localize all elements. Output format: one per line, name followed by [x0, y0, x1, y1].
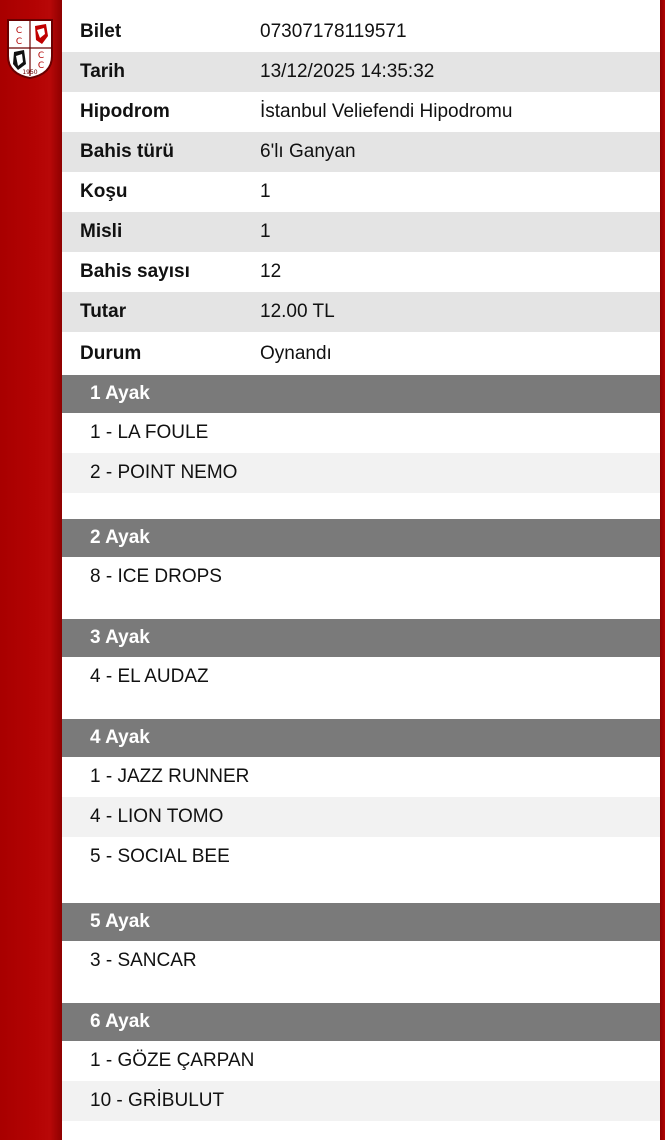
ticket-row-value: 12.00 TL [260, 301, 335, 322]
ticket-row-kosu [62, 172, 660, 212]
horse-selection: 4 - LION TOMO [62, 797, 660, 837]
ticket-row-label: Tarih [80, 61, 126, 82]
ticket-info-table [62, 0, 660, 375]
ticket-detail-panel [62, 0, 660, 1140]
ticket-row-value: 1 [260, 221, 271, 242]
ticket-row-durum [62, 332, 660, 375]
ticket-row-bilet [62, 0, 660, 52]
horse-selection: 1 - GÖZE ÇARPAN [90, 1050, 255, 1071]
ticket-row-label: Bahis türü [80, 141, 174, 162]
ticket-row-bahis-turu [62, 132, 660, 172]
horse-selection: 1 - JAZZ RUNNER [90, 766, 250, 787]
ticket-row-label: Koşu [80, 181, 128, 202]
horse-selection: 8 - ICE DROPS [90, 566, 222, 587]
ticket-row-label: Bilet [80, 21, 122, 42]
svg-text:1950: 1950 [22, 69, 38, 76]
ticket-row-bahis-sayisi [62, 252, 660, 292]
jockey-club-logo-icon [6, 18, 54, 80]
ticket-row-value: 6'lı Ganyan [260, 141, 356, 162]
ticket-row-label: Misli [80, 221, 123, 242]
ticket-row-tarih [62, 52, 660, 92]
left-red-sidebar [0, 0, 62, 1140]
leg-header-3: 3 Ayak [62, 619, 660, 657]
horse-selection: 2 - POINT NEMO [62, 453, 660, 493]
ticket-row-value: İstanbul Veliefendi Hipodromu [260, 101, 513, 122]
horse-selection: 10 - GRİBULUT [62, 1081, 660, 1121]
horse-selection: 1 - LA FOULE [90, 422, 209, 443]
svg-text:C: C [15, 37, 23, 47]
horse-selection: 3 - SANCAR [90, 950, 197, 971]
horse-selection: 4 - EL AUDAZ [90, 666, 209, 687]
ticket-row-label: Hipodrom [80, 101, 170, 122]
ticket-row-hipodrom [62, 92, 660, 132]
svg-text:C: C [37, 61, 45, 71]
ticket-row-value: Oynandı [260, 342, 332, 364]
leg-header-6: 6 Ayak [62, 1003, 660, 1041]
ticket-row-value: 13/12/2025 14:35:32 [260, 61, 435, 82]
ticket-row-value: 07307178119571 [260, 21, 407, 42]
ticket-row-label: Tutar [80, 301, 127, 322]
ticket-row-label: Durum [80, 342, 142, 364]
leg-header-5: 5 Ayak [62, 903, 660, 941]
svg-text:C: C [15, 26, 23, 36]
horse-selection: 5 - SOCIAL BEE [90, 846, 230, 867]
ticket-row-value: 1 [260, 181, 271, 202]
ticket-row-label: Bahis sayısı [80, 261, 190, 282]
right-red-border [660, 0, 665, 1140]
leg-header-2: 2 Ayak [62, 519, 660, 557]
ticket-row-misli [62, 212, 660, 252]
ticket-row-value: 12 [260, 261, 282, 282]
ticket-row-tutar [62, 292, 660, 332]
leg-header-4: 4 Ayak [62, 719, 660, 757]
leg-header-1: 1 Ayak [62, 375, 660, 413]
svg-text:C: C [37, 51, 45, 61]
